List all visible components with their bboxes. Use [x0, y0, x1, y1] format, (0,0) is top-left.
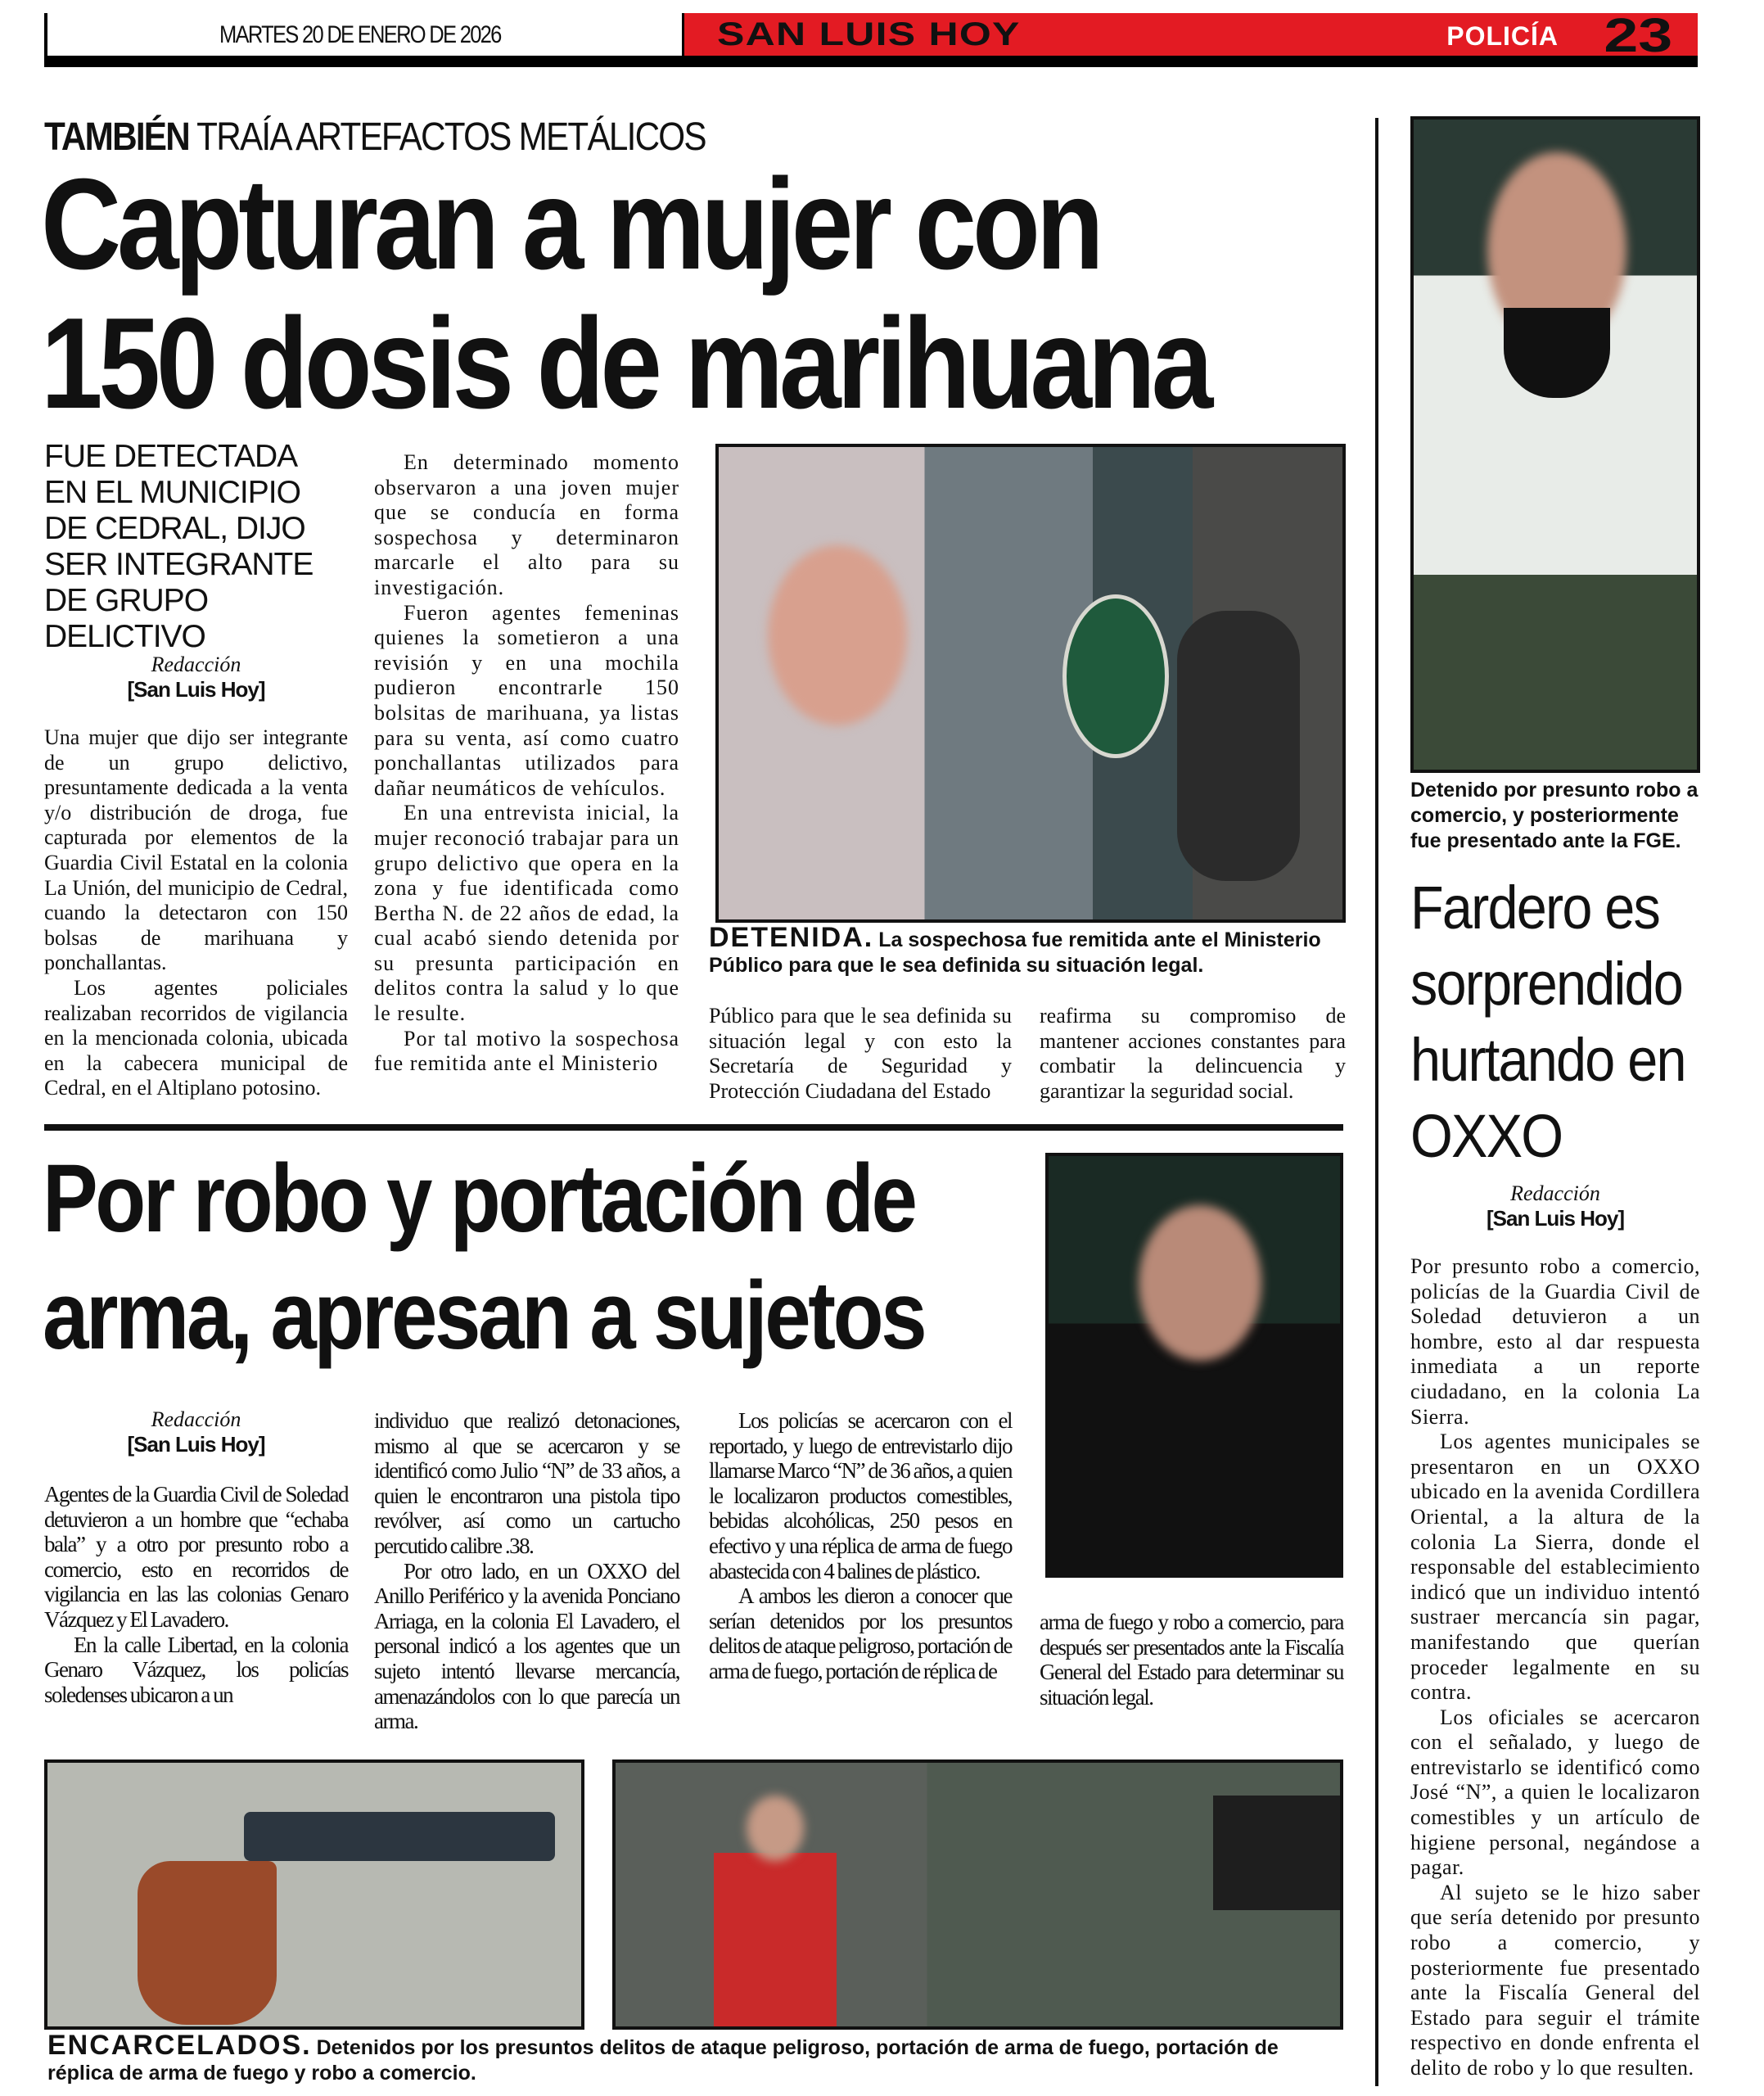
story2-col3 — [709, 1408, 1012, 1684]
story2-photo-detainee-and-products — [612, 1759, 1343, 2030]
story3-headline: Fardero es sorprendido hurtando en OXXO — [1410, 874, 1685, 1170]
header-banner — [682, 9, 1698, 67]
caption-tag: ENCARCELADOS. — [47, 2030, 312, 2061]
byline-outlet: [San Luis Hoy] — [127, 677, 265, 702]
paragraph: Los agentes municipales se presentaron en un OXXO ubicado en la avenida Cordillera Oriental, a la altura de la colonia La Sierra, donde el responsable del establecimiento indicó que un individuo intentó sustraer mercancía sin pagar, manifestando que querían proceder legalmente en su contra. — [1410, 1430, 1700, 1705]
paragraph: arma de fuego y robo a comercio, para después ser presentados ante la Fiscalía General del Estado para determinar su situación legal. — [1040, 1610, 1343, 1710]
kicker-bold: TAMBIÉN — [44, 115, 189, 159]
story3-byline — [1410, 1181, 1700, 1231]
red-jacket — [714, 1853, 837, 2030]
blurred-face — [1139, 1205, 1261, 1361]
byline-name: Redacción — [1510, 1181, 1600, 1205]
story2-col2 — [374, 1408, 679, 1734]
paragraph: Los agentes policiales realizaban recorridos de vigilancia en la mencionada colonia, ubicada en la cabecera municipal de Cedral, en el Altiplano potosino. — [44, 975, 348, 1100]
caption-tag: DETENIDA. — [709, 922, 874, 953]
paragraph: Público para que le sea definida su situación legal y con esto la Secretaría de Seguridad y Protección Ciudadana del Estado — [709, 1004, 1012, 1103]
paragraph: reafirma su compromiso de mantener acciones constantes para combatir la delincuencia y garantizar la seguridad social. — [1040, 1004, 1346, 1103]
story2-col4 — [1040, 1610, 1343, 1710]
story2-caption — [47, 2030, 1349, 2086]
story1-deck: FUE DETECTADA EN EL MUNICIPIO DE CEDRAL, DIJO SER INTEGRANTE DE GRUPO DELICTIVO — [44, 439, 314, 654]
section-name: POLICÍA — [1446, 21, 1559, 51]
kicker-rest: TRAÍA ARTEFACTOS METÁLICOS — [188, 115, 706, 159]
paragraph: En determinado momento observaron a una joven mujer que se conducía en forma sospechosa y determinaron marcarle el alto para su investigación. — [374, 450, 679, 599]
paragraph: Los policías se acercaron con el reportado, y luego de entrevistarlo dijo llamarse Marco “N” de 36 años, a quien le localizaron productos comestibles, bebidas alcohólicas, 250 pesos en efectivo y una réplica de arma de fuego abastecida con 4 balines de plástico. — [709, 1408, 1012, 1583]
paragraph: En la calle Libertad, en la colonia Genaro Vázquez, los policías soledenses ubicaron a un — [44, 1632, 348, 1707]
story2-headline-line1: Por robo y portación de — [43, 1145, 915, 1253]
issue-date: MARTES 20 DE ENERO DE 2026 — [219, 21, 501, 48]
section-divider — [44, 1124, 1343, 1131]
paragraph: Fueron agentes femeninas quienes la sometieron a una revisión y en una mochila pudieron encontrarle 150 bolsitas de marihuana, ya listas para su venta, así como cuatro ponchallantas utilizados para dañar neumáticos de vehículos. — [374, 600, 679, 800]
story2-byline — [44, 1407, 348, 1457]
story1-photo-detainee-and-evidence — [715, 444, 1346, 923]
caption-text: La sospechosa fue remitida ante el Ministerio Público para que le sea definida su situación legal. — [709, 928, 1321, 977]
story1-col1 — [44, 725, 348, 1101]
paragraph: Al sujeto se le hizo saber que sería detenido por presunto robo a comercio, y posteriormente fue presentado ante la Fiscalía General del Estado para seguir el trámite respectivo en donde enfrenta el delito de robo y lo que resulten. — [1410, 1880, 1700, 2080]
story2-photo-detainee — [1045, 1153, 1343, 1578]
story1-col2 — [374, 450, 679, 1077]
story1-caption — [709, 922, 1347, 978]
story1-headline-line1: Capturan a mujer con — [41, 152, 1100, 296]
story1-byline — [44, 652, 348, 702]
byline-name: Redacción — [151, 1407, 241, 1431]
column-divider — [1375, 118, 1378, 2086]
story1-col3 — [709, 1004, 1012, 1104]
paragraph: A ambos les dieron a conocer que serían detenidos por los presuntos delitos de ataque peligroso, portación de arma de fuego, portación de réplica de — [709, 1583, 1012, 1683]
paragraph: Agentes de la Guardia Civil de Soledad detuvieron a un hombre que “echaba bala” y a otro por presunto robo a comercio, esto en recorridos de vigilancia en las las colonias Genaro Vázquez y El Lavadero. — [44, 1482, 348, 1632]
paragraph: Por otro lado, en un OXXO del Anillo Periférico y la avenida Ponciano Arriaga, en la colonia El Lavadero, el personal indicó a los agentes que un sujeto intentó llevarse mercancía, amenazándolos con lo que parecía un arma. — [374, 1558, 679, 1734]
guardia-civil-badge — [1062, 594, 1169, 758]
byline-name: Redacción — [151, 653, 241, 676]
byline-outlet: [San Luis Hoy] — [127, 1432, 265, 1457]
story3-photo-detainee — [1410, 116, 1700, 773]
paragraph: Una mujer que dijo ser integrante de un grupo delictivo, presuntamente dedicada a la venta y/o distribución de droga, fue capturada por elementos de la Guardia Civil Estatal en la colonia La Unión, del municipio de Cedral, cuando la detectaron con 150 bolsas de marihuana y ponchallantas. — [44, 725, 348, 975]
blurred-face — [768, 545, 907, 725]
paragraph: Por tal motivo la sospechosa fue remitida ante el Ministerio — [374, 1026, 679, 1076]
byline-outlet: [San Luis Hoy] — [1486, 1206, 1624, 1231]
caption-text: Detenidos por los presuntos delitos de ataque peligroso, portación de arma de fuego, portación de réplica de arma de fuego y robo a comercio. — [47, 2036, 1279, 2085]
paragraph: Por presunto robo a comercio, policías de la Guardia Civil de Soledad detuvieron a un hombre, esto al dar respuesta inmediata a un reporte ciudadano, en la colonia La Sierra. — [1410, 1254, 1700, 1429]
story3-caption: Detenido por presunto robo a comercio, y posteriormente fue presentado ante la FGE. — [1410, 779, 1699, 852]
story2-col1 — [44, 1482, 348, 1707]
story3-body — [1410, 1254, 1700, 2081]
backpack — [1177, 611, 1300, 881]
story2-photo-revolver — [44, 1759, 584, 2030]
story1-headline-line2: 150 dosis de marihuana — [41, 291, 1210, 436]
face-mask — [1504, 308, 1610, 398]
page-number: 23 — [1604, 9, 1673, 62]
masthead-logo: SAN LUIS HOY — [717, 16, 1021, 52]
blurred-face — [747, 1796, 804, 1861]
header-date-box — [44, 13, 682, 67]
revolver-grip — [138, 1861, 277, 2025]
story2-headline-line2: arma, apresan a sujetos — [43, 1262, 925, 1370]
paragraph: Los oficiales se acercaron con el señalado, y luego de entrevistarlo se identificó como José “N”, a quien le localizaron comestibles y un artículo de higiene personal, negándose a pagar. — [1410, 1705, 1700, 1880]
paragraph: individuo que realizó detonaciones, mismo al que se acercaron y se identificó como Julio “N” de 33 años, a quien le encontraron una pistola tipo revólver, así como un cartucho percutido calibre .38. — [374, 1408, 679, 1558]
story1-col4 — [1040, 1004, 1346, 1104]
oxxo-bag — [1213, 1796, 1343, 1910]
revolver-barrel — [244, 1812, 555, 1861]
paragraph: En una entrevista inicial, la mujer reconoció trabajar para un grupo delictivo que opera en la zona y fue identificada como Bertha N. de 22 años de edad, la cual acabó siendo detenida por su presunta participación en delitos contra la salud y lo que le resulte. — [374, 801, 679, 1026]
